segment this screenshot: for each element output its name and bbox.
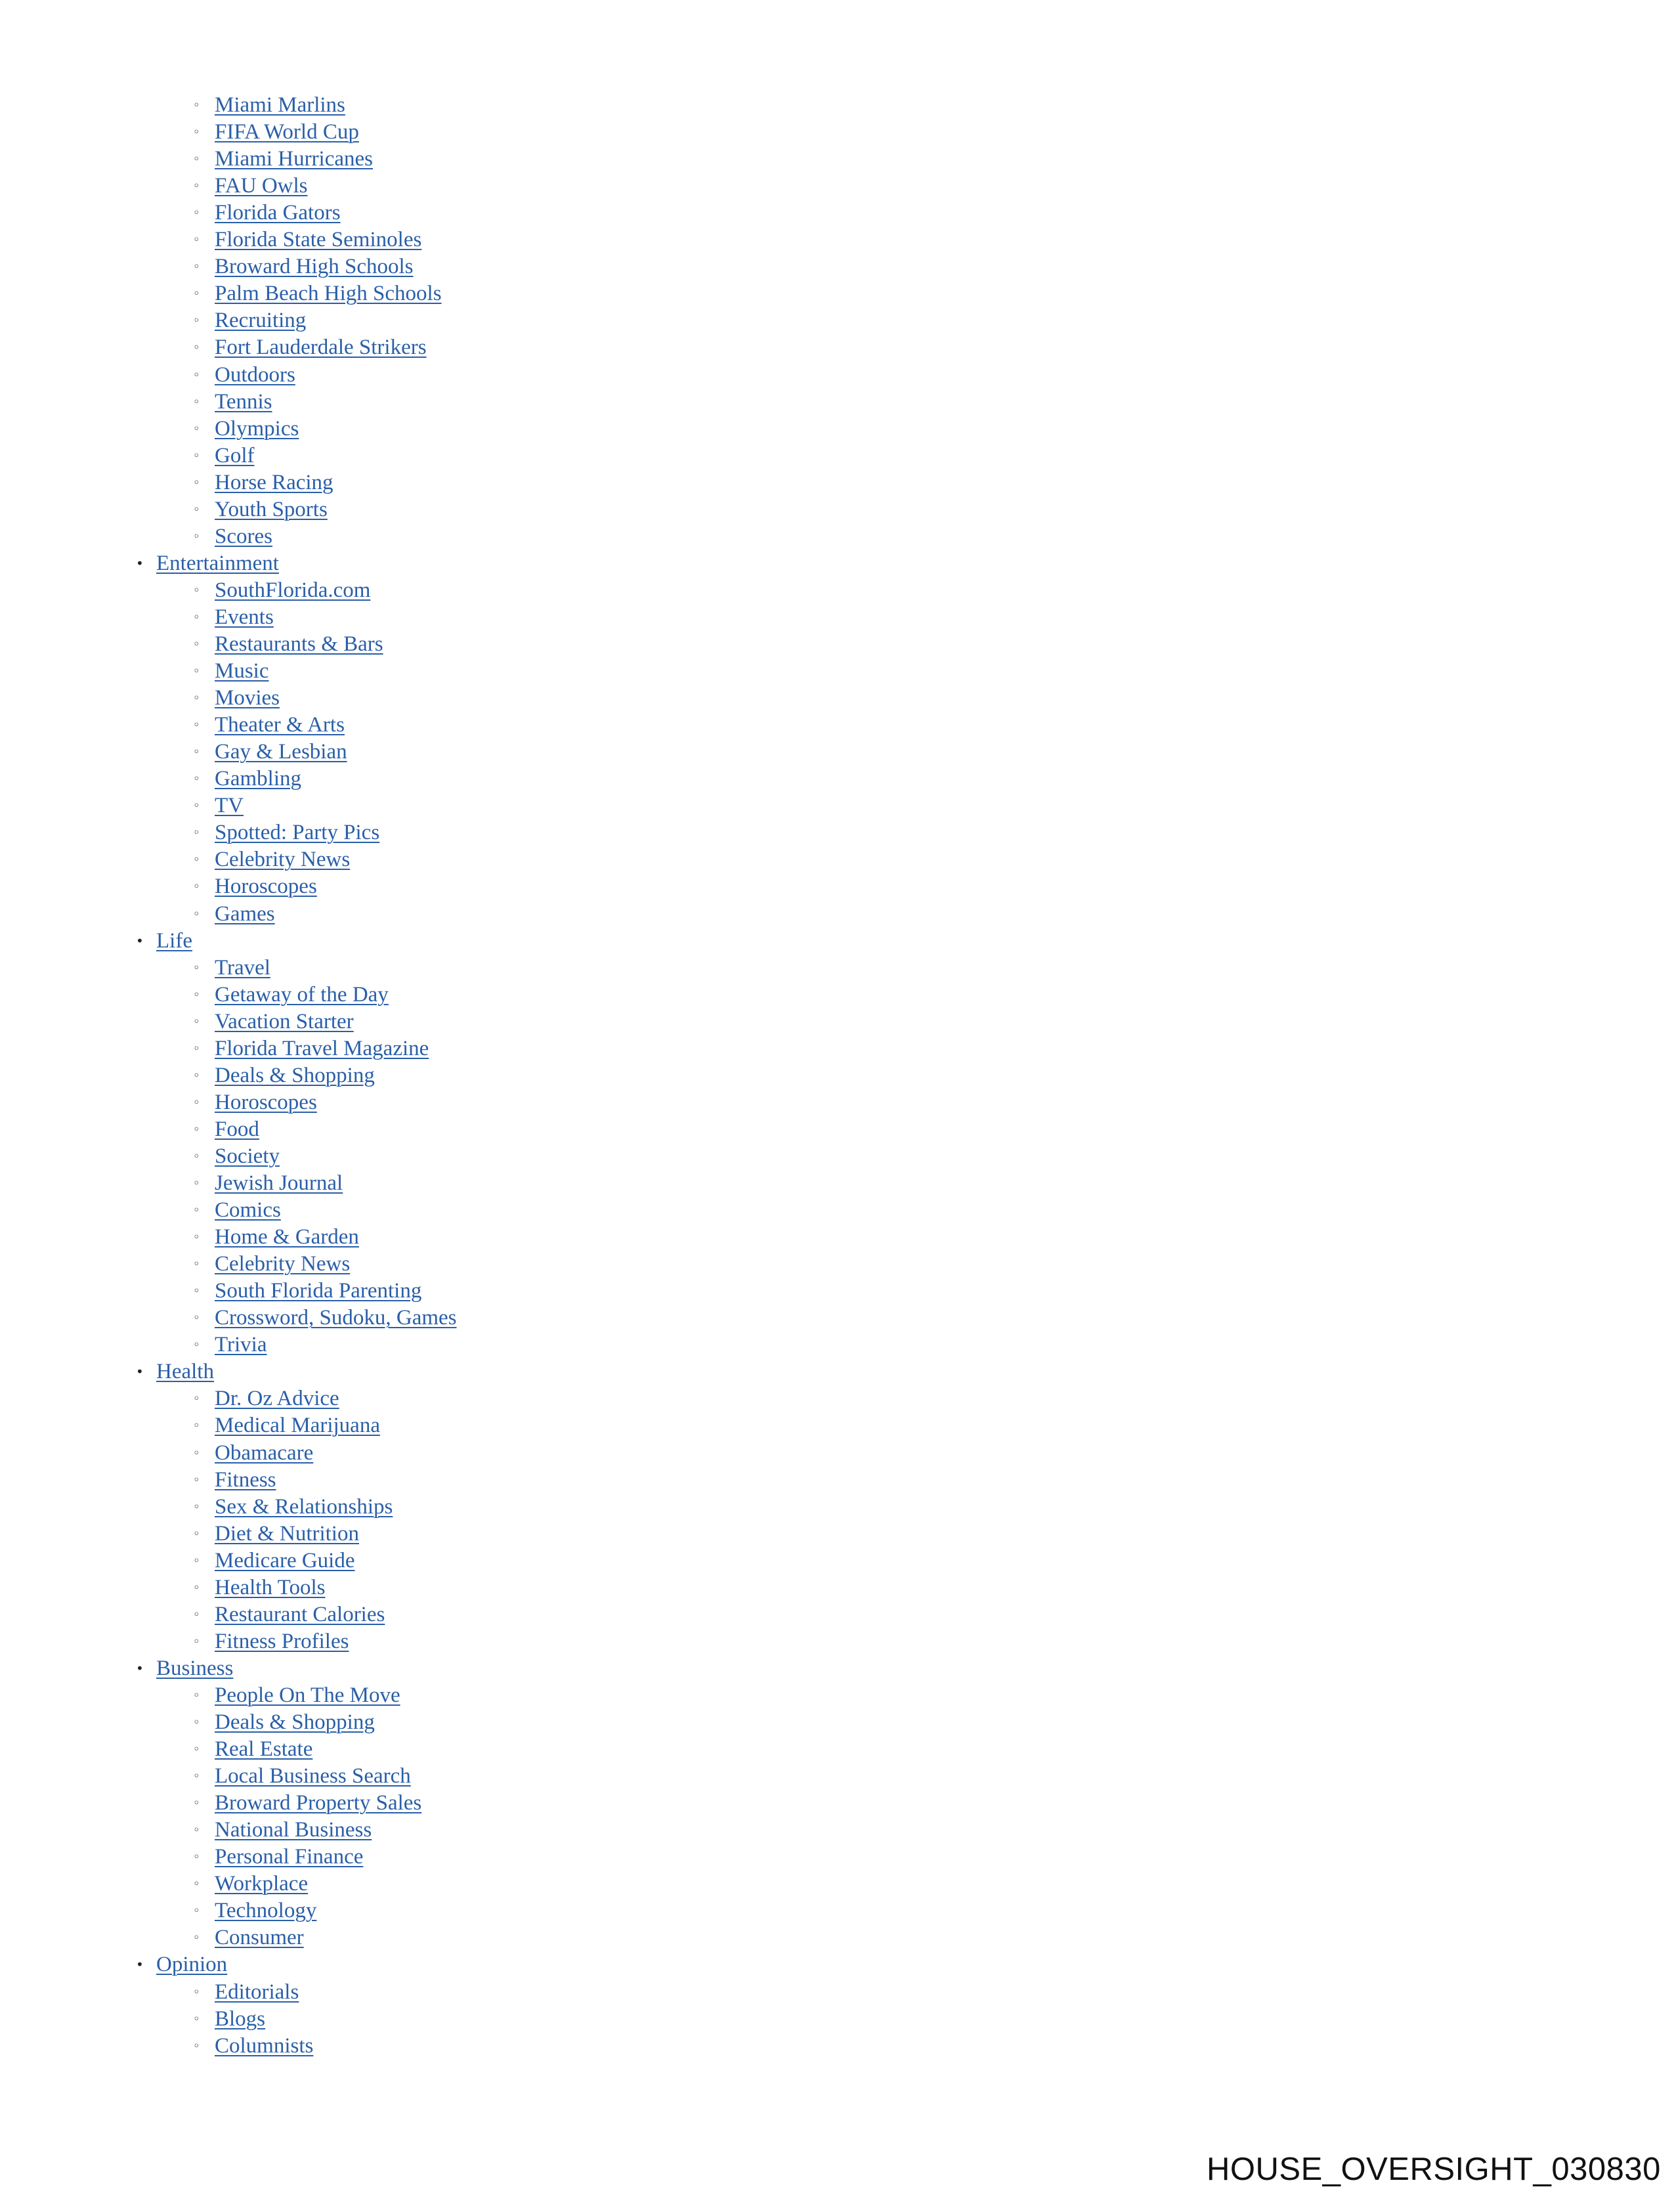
- circle-bullet-icon: ◦: [193, 1338, 200, 1353]
- nav-link-palm-beach-high-schools[interactable]: Palm Beach High Schools: [215, 282, 442, 306]
- nav-link-fort-lauderdale-strikers[interactable]: Fort Lauderdale Strikers: [215, 336, 427, 360]
- nav-link-getaway-of-the-day[interactable]: Getaway of the Day: [215, 982, 389, 1007]
- circle-bullet-icon: ◦: [193, 638, 200, 651]
- circle-bullet-icon: ◦: [193, 475, 200, 490]
- circle-bullet-icon: ◦: [193, 1473, 200, 1487]
- circle-bullet-icon: ◦: [193, 152, 200, 167]
- nav-link-technology[interactable]: Technology: [215, 1899, 317, 1923]
- circle-bullet-icon: ◦: [193, 1230, 200, 1245]
- circle-bullet-icon: ◦: [193, 1743, 200, 1757]
- circle-bullet-icon: ◦: [193, 1634, 200, 1649]
- circle-bullet-icon: ◦: [193, 1392, 200, 1406]
- nav-link-theater-and-arts[interactable]: Theater & Arts: [215, 713, 345, 737]
- nav-link-broward-property-sales[interactable]: Broward Property Sales: [215, 1791, 422, 1815]
- disc-bullet-icon: •: [136, 1957, 144, 1973]
- circle-bullet-icon: ◦: [193, 1607, 200, 1622]
- circle-bullet-icon: ◦: [193, 691, 200, 706]
- nav-link-tennis[interactable]: Tennis: [215, 389, 272, 414]
- circle-bullet-icon: ◦: [193, 1769, 200, 1784]
- circle-bullet-icon: ◦: [193, 260, 200, 274]
- circle-bullet-icon: ◦: [193, 772, 200, 787]
- disc-bullet-icon: •: [136, 1364, 144, 1380]
- nav-link-health-tools[interactable]: Health Tools: [215, 1575, 326, 1599]
- disc-bullet-icon: •: [136, 932, 144, 949]
- circle-bullet-icon: ◦: [193, 1850, 200, 1865]
- nav-link-tv[interactable]: TV: [215, 794, 244, 818]
- nav-link-horoscopes[interactable]: Horoscopes: [215, 875, 317, 899]
- document-id-stamp: HOUSE_OVERSIGHT_030830: [1207, 2152, 1661, 2187]
- nav-link-real-estate[interactable]: Real Estate: [215, 1737, 313, 1762]
- nav-link-fitness[interactable]: Fitness: [215, 1467, 276, 1492]
- nav-link-golf[interactable]: Golf: [215, 443, 255, 467]
- circle-bullet-icon: ◦: [193, 1446, 200, 1460]
- nav-link-society[interactable]: Society: [215, 1144, 280, 1168]
- nav-link-home-and-garden[interactable]: Home & Garden: [215, 1225, 359, 1249]
- circle-bullet-icon: ◦: [193, 1931, 200, 1945]
- circle-bullet-icon: ◦: [193, 1284, 200, 1299]
- circle-bullet-icon: ◦: [193, 448, 200, 463]
- circle-bullet-icon: ◦: [193, 502, 200, 517]
- circle-bullet-icon: ◦: [193, 1041, 200, 1056]
- nav-link-personal-finance[interactable]: Personal Finance: [215, 1845, 364, 1869]
- circle-bullet-icon: ◦: [193, 179, 200, 194]
- nav-link-movies[interactable]: Movies: [215, 686, 280, 710]
- circle-bullet-icon: ◦: [193, 125, 200, 140]
- circle-bullet-icon: ◦: [193, 2039, 200, 2053]
- nav-link-florida-travel-magazine[interactable]: Florida Travel Magazine: [215, 1036, 429, 1060]
- disc-bullet-icon: •: [136, 1660, 144, 1676]
- nav-section-link-life[interactable]: Life: [156, 928, 192, 953]
- circle-bullet-icon: ◦: [193, 529, 200, 544]
- circle-bullet-icon: ◦: [193, 1311, 200, 1326]
- nav-link-dr-oz-advice[interactable]: Dr. Oz Advice: [215, 1387, 339, 1411]
- nav-link-restaurant-calories[interactable]: Restaurant Calories: [215, 1602, 385, 1626]
- circle-bullet-icon: ◦: [193, 368, 200, 382]
- nav-link-medical-marijuana[interactable]: Medical Marijuana: [215, 1414, 380, 1438]
- nav-link-jewish-journal[interactable]: Jewish Journal: [215, 1171, 343, 1195]
- circle-bullet-icon: ◦: [193, 1796, 200, 1811]
- nav-link-music[interactable]: Music: [215, 659, 269, 683]
- circle-bullet-icon: ◦: [193, 610, 200, 624]
- circle-bullet-icon: ◦: [193, 287, 200, 301]
- circle-bullet-icon: ◦: [193, 1122, 200, 1137]
- circle-bullet-icon: ◦: [193, 1904, 200, 1919]
- circle-bullet-icon: ◦: [193, 98, 200, 112]
- circle-bullet-icon: ◦: [193, 1823, 200, 1838]
- nav-link-people-on-the-move[interactable]: People On The Move: [215, 1683, 400, 1707]
- nav-link-horoscopes[interactable]: Horoscopes: [215, 1090, 317, 1114]
- circle-bullet-icon: ◦: [193, 853, 200, 867]
- circle-bullet-icon: ◦: [193, 583, 200, 597]
- circle-bullet-icon: ◦: [193, 745, 200, 760]
- nav-link-obamacare[interactable]: Obamacare: [215, 1441, 314, 1465]
- nav-link-deals-and-shopping[interactable]: Deals & Shopping: [215, 1063, 375, 1087]
- circle-bullet-icon: ◦: [193, 1257, 200, 1272]
- circle-bullet-icon: ◦: [193, 664, 200, 679]
- circle-bullet-icon: ◦: [193, 1014, 200, 1029]
- nav-link-trivia[interactable]: Trivia: [215, 1333, 267, 1357]
- nav-link-celebrity-news[interactable]: Celebrity News: [215, 1252, 351, 1276]
- nav-link-fifa-world-cup[interactable]: FIFA World Cup: [215, 120, 359, 144]
- circle-bullet-icon: ◦: [193, 341, 200, 355]
- nav-link-fitness-profiles[interactable]: Fitness Profiles: [215, 1629, 349, 1653]
- nav-link-travel[interactable]: Travel: [215, 955, 270, 980]
- nav-link-national-business[interactable]: National Business: [215, 1818, 372, 1842]
- circle-bullet-icon: ◦: [193, 1877, 200, 1892]
- nav-link-blogs[interactable]: Blogs: [215, 2006, 266, 2031]
- nav-link-vacation-starter[interactable]: Vacation Starter: [215, 1009, 354, 1033]
- circle-bullet-icon: ◦: [193, 1068, 200, 1083]
- nav-link-deals-and-shopping[interactable]: Deals & Shopping: [215, 1710, 375, 1734]
- nav-link-medicare-guide[interactable]: Medicare Guide: [215, 1548, 355, 1572]
- nav-link-comics[interactable]: Comics: [215, 1198, 281, 1223]
- circle-bullet-icon: ◦: [193, 422, 200, 436]
- circle-bullet-icon: ◦: [193, 1688, 200, 1702]
- nav-link-florida-gators[interactable]: Florida Gators: [215, 201, 341, 225]
- nav-link-outdoors[interactable]: Outdoors: [215, 362, 295, 387]
- nav-section-link-opinion[interactable]: Opinion: [156, 1953, 228, 1977]
- nav-link-broward-high-schools[interactable]: Broward High Schools: [215, 255, 414, 279]
- nav-section-link-health[interactable]: Health: [156, 1360, 214, 1384]
- nav-link-florida-state-seminoles[interactable]: Florida State Seminoles: [215, 228, 422, 252]
- nav-link-youth-sports[interactable]: Youth Sports: [215, 497, 328, 521]
- nav-link-olympics[interactable]: Olympics: [215, 416, 299, 441]
- circle-bullet-icon: ◦: [193, 1204, 200, 1218]
- nav-link-crossword-sudoku-games[interactable]: Crossword, Sudoku, Games: [215, 1306, 457, 1330]
- nav-link-miami-marlins[interactable]: Miami Marlins: [215, 93, 345, 117]
- circle-bullet-icon: ◦: [193, 2012, 200, 2026]
- circle-bullet-icon: ◦: [193, 1527, 200, 1541]
- circle-bullet-icon: ◦: [193, 1149, 200, 1163]
- circle-bullet-icon: ◦: [193, 314, 200, 328]
- nav-link-spotted-party-pics[interactable]: Spotted: Party Pics: [215, 821, 380, 845]
- nav-link-southflorida-com[interactable]: SouthFlorida.com: [215, 578, 371, 602]
- circle-bullet-icon: ◦: [193, 1177, 200, 1190]
- circle-bullet-icon: ◦: [193, 718, 200, 733]
- nav-link-south-florida-parenting[interactable]: South Florida Parenting: [215, 1279, 422, 1303]
- circle-bullet-icon: ◦: [193, 1985, 200, 1999]
- nav-link-columnists[interactable]: Columnists: [215, 2033, 314, 2058]
- nav-section-link-entertainment[interactable]: Entertainment: [156, 551, 279, 575]
- circle-bullet-icon: ◦: [193, 1716, 200, 1729]
- circle-bullet-icon: ◦: [193, 1580, 200, 1595]
- nav-link-local-business-search[interactable]: Local Business Search: [215, 1764, 411, 1789]
- nav-link-sex-and-relationships[interactable]: Sex & Relationships: [215, 1494, 393, 1519]
- circle-bullet-icon: ◦: [193, 1419, 200, 1433]
- nav-link-diet-and-nutrition[interactable]: Diet & Nutrition: [215, 1521, 359, 1546]
- circle-bullet-icon: ◦: [193, 206, 200, 221]
- nav-link-celebrity-news[interactable]: Celebrity News: [215, 848, 351, 872]
- nav-link-miami-hurricanes[interactable]: Miami Hurricanes: [215, 147, 374, 171]
- circle-bullet-icon: ◦: [193, 799, 200, 813]
- nav-link-consumer[interactable]: Consumer: [215, 1926, 304, 1950]
- circle-bullet-icon: ◦: [193, 880, 200, 894]
- circle-bullet-icon: ◦: [193, 961, 200, 975]
- nav-link-gay-and-lesbian[interactable]: Gay & Lesbian: [215, 740, 347, 764]
- nav-link-restaurants-and-bars[interactable]: Restaurants & Bars: [215, 632, 383, 656]
- nav-link-editorials[interactable]: Editorials: [215, 1980, 299, 2004]
- circle-bullet-icon: ◦: [193, 233, 200, 248]
- nav-link-events[interactable]: Events: [215, 605, 274, 629]
- nav-link-gambling[interactable]: Gambling: [215, 767, 301, 791]
- circle-bullet-icon: ◦: [193, 826, 200, 840]
- nav-section-link-business[interactable]: Business: [156, 1656, 234, 1680]
- nav-link-fau-owls[interactable]: FAU Owls: [215, 174, 308, 198]
- nav-link-workplace[interactable]: Workplace: [215, 1872, 309, 1896]
- circle-bullet-icon: ◦: [193, 395, 200, 409]
- nav-link-scores[interactable]: Scores: [215, 524, 272, 548]
- nav-link-food[interactable]: Food: [215, 1117, 259, 1141]
- circle-bullet-icon: ◦: [193, 1500, 200, 1514]
- circle-bullet-icon: ◦: [193, 1095, 200, 1110]
- circle-bullet-icon: ◦: [193, 907, 200, 921]
- circle-bullet-icon: ◦: [193, 1553, 200, 1568]
- circle-bullet-icon: ◦: [193, 987, 200, 1002]
- nav-link-horse-racing[interactable]: Horse Racing: [215, 470, 333, 494]
- disc-bullet-icon: •: [136, 555, 144, 571]
- nav-link-games[interactable]: Games: [215, 901, 275, 926]
- nav-link-recruiting[interactable]: Recruiting: [215, 309, 307, 333]
